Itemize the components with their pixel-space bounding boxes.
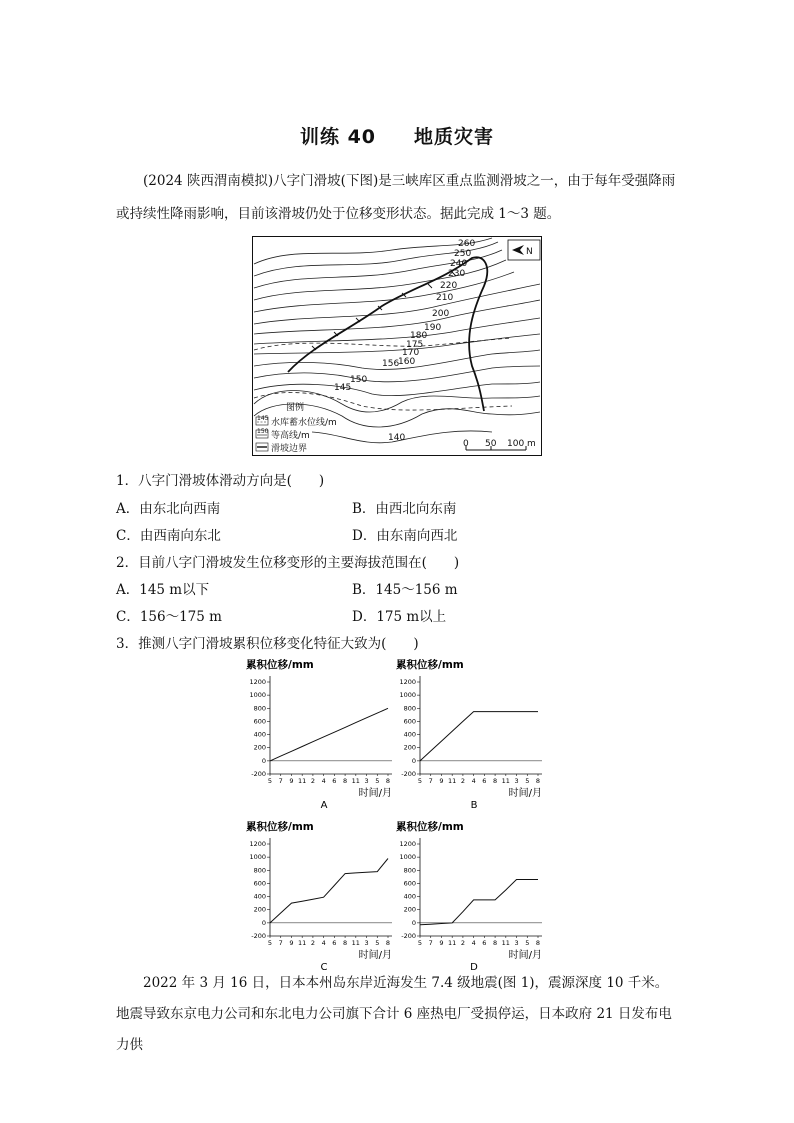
x-tick-label: 9 <box>289 939 294 947</box>
question-2-stem: 2．目前八字门滑坡发生位移变形的主要海拔范围在( ) <box>116 555 460 571</box>
x-tick-label: 3 <box>364 777 369 785</box>
x-tick-label: 5 <box>375 939 380 947</box>
x-tick-label: 4 <box>471 939 476 947</box>
x-tick-label: 9 <box>439 777 444 785</box>
chart-panel-a <box>238 656 396 812</box>
svg-text:160: 160 <box>398 357 416 367</box>
page-title: 训练 40 地质灾害 <box>299 126 495 148</box>
y-tick-label: 600 <box>403 879 416 888</box>
chart-panel-d <box>385 818 546 974</box>
y-tick-label: -200 <box>251 770 266 778</box>
chart-panel-b <box>385 656 546 812</box>
y-tick-label: 1200 <box>399 840 416 848</box>
x-tick-label: 8 <box>385 939 391 947</box>
next-paragraph: 2022 年 3 月 16 日，日本本州岛东岸近海发生 7.4 级地震(图 1)，震源深度 10 千米。地震导致东京电力公司和东北电力公司旗下合计 6 座热电厂受损停运，日本政府 21 日发布电力供 <box>116 975 672 1053</box>
x-tick-label: 7 <box>278 777 283 785</box>
x-tick-label: 3 <box>514 939 519 947</box>
intro-paragraph: (2024 陕西渭南模拟)八字门滑坡(下图)是三峡库区重点监测滑坡之一，由于每年受强降雨或持续性降雨影响，目前该滑坡仍处于位移变形状态。据此完成 1～3 题。 <box>116 173 676 222</box>
y-tick-label: 1000 <box>249 691 266 700</box>
panel-label: B <box>470 800 478 811</box>
y-tick-label: 800 <box>253 704 266 713</box>
series-line <box>420 880 538 925</box>
x-tick-label: 8 <box>535 777 541 785</box>
x-tick-label: 5 <box>375 777 380 785</box>
series-line <box>420 712 538 761</box>
svg-text:100 m: 100 m <box>507 439 536 449</box>
y-tick-label: 0 <box>261 918 266 927</box>
q2-option-b[interactable]: B．145～156 m <box>352 582 458 598</box>
svg-text:175: 175 <box>406 340 424 350</box>
q1-option-c[interactable]: C．由西南向东北 <box>116 528 221 544</box>
x-tick-label: 6 <box>332 777 337 785</box>
svg-text:170: 170 <box>402 348 420 358</box>
y-tick-label: -200 <box>401 770 416 778</box>
question-1-stem: 1．八字门滑坡体滑动方向是( ) <box>116 473 325 489</box>
x-tick-label: 5 <box>417 939 423 947</box>
x-axis-label: 时间/月 <box>508 788 542 799</box>
svg-text:140: 140 <box>388 433 406 443</box>
svg-text:240: 240 <box>450 259 468 269</box>
x-tick-label: 11 <box>448 939 457 947</box>
y-tick-label: 0 <box>411 918 416 927</box>
chart-panel-c <box>238 818 396 974</box>
x-tick-label: 8 <box>493 939 498 947</box>
svg-text:145: 145 <box>257 415 269 422</box>
q1-option-d[interactable]: D．由东南向西北 <box>352 528 458 544</box>
svg-text:滑坡边界: 滑坡边界 <box>271 444 308 454</box>
y-tick-label: 1000 <box>399 853 416 862</box>
x-tick-label: 6 <box>482 939 487 947</box>
y-tick-label: 600 <box>403 717 416 726</box>
svg-text:220: 220 <box>440 281 458 291</box>
svg-text:260: 260 <box>458 239 476 249</box>
svg-text:230: 230 <box>448 269 466 279</box>
svg-text:180: 180 <box>410 331 428 341</box>
svg-text:190: 190 <box>424 323 442 333</box>
series-line <box>270 859 388 923</box>
y-tick-label: 600 <box>253 879 266 888</box>
y-tick-label: 1000 <box>399 691 416 700</box>
y-tick-label: 1200 <box>249 678 266 686</box>
x-tick-label: 11 <box>298 939 307 947</box>
x-tick-label: 2 <box>460 777 465 785</box>
x-tick-label: 4 <box>321 777 326 785</box>
svg-text:250: 250 <box>454 249 472 259</box>
series-line <box>270 708 388 761</box>
y-tick-label: -200 <box>401 932 416 940</box>
chart-title: 累积位移/mm <box>396 821 464 833</box>
x-axis-label: 时间/月 <box>508 950 542 961</box>
q2-option-c[interactable]: C．156～175 m <box>116 609 222 625</box>
y-tick-label: -200 <box>251 932 266 940</box>
x-tick-label: 7 <box>428 939 433 947</box>
panel-label: C <box>320 962 328 973</box>
y-tick-label: 600 <box>253 717 266 726</box>
x-tick-label: 5 <box>267 777 273 785</box>
y-tick-label: 0 <box>411 756 416 765</box>
y-tick-label: 200 <box>253 905 266 914</box>
y-tick-label: 200 <box>403 743 416 752</box>
svg-text:145: 145 <box>334 383 352 393</box>
svg-text:200: 200 <box>432 309 450 319</box>
q1-option-b[interactable]: B．由西北向东南 <box>352 501 457 517</box>
svg-text:0: 0 <box>463 439 469 449</box>
svg-text:156: 156 <box>382 359 400 369</box>
x-tick-label: 8 <box>535 939 541 947</box>
legend-title: 图例 <box>286 403 305 413</box>
x-tick-label: 9 <box>439 939 444 947</box>
x-axis-label: 时间/月 <box>358 950 392 961</box>
svg-text:210: 210 <box>436 293 454 303</box>
y-tick-label: 200 <box>253 743 266 752</box>
y-tick-label: 400 <box>403 892 416 901</box>
y-tick-label: 200 <box>403 905 416 914</box>
q2-option-d[interactable]: D．175 m以上 <box>352 609 447 625</box>
panel-label: A <box>320 800 328 811</box>
x-tick-label: 5 <box>525 777 530 785</box>
y-tick-label: 400 <box>253 892 266 901</box>
x-tick-label: 4 <box>471 777 476 785</box>
y-tick-label: 800 <box>403 704 416 713</box>
x-tick-label: 11 <box>501 939 510 947</box>
panel-label: D <box>470 962 478 973</box>
svg-text:150: 150 <box>350 375 368 385</box>
x-tick-label: 11 <box>298 777 307 785</box>
y-tick-label: 800 <box>253 866 266 875</box>
y-tick-label: 1000 <box>249 853 266 862</box>
y-tick-label: 1200 <box>249 840 266 848</box>
x-tick-label: 9 <box>289 777 294 785</box>
x-tick-label: 8 <box>343 777 348 785</box>
q2-option-a[interactable]: A．145 m以下 <box>116 582 210 598</box>
x-tick-label: 6 <box>482 777 487 785</box>
svg-text:50: 50 <box>485 439 497 449</box>
x-tick-label: 5 <box>417 777 423 785</box>
y-tick-label: 800 <box>403 866 416 875</box>
svg-text:等高线/m: 等高线/m <box>271 431 310 441</box>
x-tick-label: 2 <box>460 939 465 947</box>
x-axis-label: 时间/月 <box>358 788 392 799</box>
y-tick-label: 0 <box>261 756 266 765</box>
x-tick-label: 11 <box>448 777 457 785</box>
x-tick-label: 8 <box>385 777 391 785</box>
svg-text:水库蓄水位线/m: 水库蓄水位线/m <box>271 418 337 428</box>
x-tick-label: 11 <box>351 939 360 947</box>
x-tick-label: 4 <box>321 939 326 947</box>
chart-title: 累积位移/mm <box>246 821 314 833</box>
x-tick-label: 8 <box>343 939 348 947</box>
x-tick-label: 5 <box>525 939 530 947</box>
svg-text:150: 150 <box>257 428 269 435</box>
chart-title: 累积位移/mm <box>246 659 314 671</box>
landslide-map <box>252 236 542 456</box>
x-tick-label: 2 <box>310 939 315 947</box>
y-tick-label: 400 <box>403 730 416 739</box>
x-tick-label: 7 <box>278 939 283 947</box>
question-3-stem: 3．推测八字门滑坡累积位移变化特征大致为( ) <box>116 636 419 652</box>
x-tick-label: 3 <box>514 777 519 785</box>
y-tick-label: 400 <box>253 730 266 739</box>
x-tick-label: 11 <box>351 777 360 785</box>
x-tick-label: 7 <box>428 777 433 785</box>
x-tick-label: 11 <box>501 777 510 785</box>
x-tick-label: 5 <box>267 939 273 947</box>
q1-option-a[interactable]: A．由东北向西南 <box>116 501 221 517</box>
x-tick-label: 8 <box>493 777 498 785</box>
x-tick-label: 2 <box>310 777 315 785</box>
svg-text:N: N <box>526 247 533 257</box>
chart-title: 累积位移/mm <box>396 659 464 671</box>
x-tick-label: 3 <box>364 939 369 947</box>
y-tick-label: 1200 <box>399 678 416 686</box>
x-tick-label: 6 <box>332 939 337 947</box>
